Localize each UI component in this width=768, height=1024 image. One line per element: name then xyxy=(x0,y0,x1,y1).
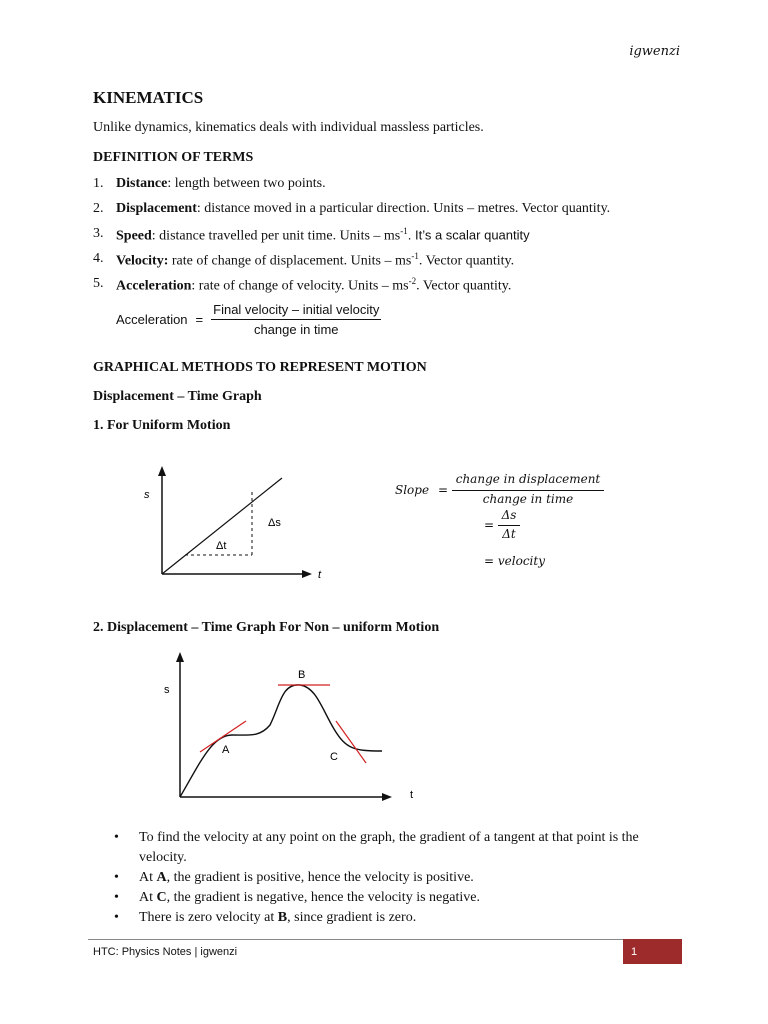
acceleration-formula: Acceleration = $\frac{\text{Final velocity – initial velocity}}{\text{change in time}}$ xyxy=(116,302,380,337)
definition-item: 2. Displacement: distance moved in a particular direction. Units – metres. Vector quantity. xyxy=(93,201,611,216)
bullet-list xyxy=(114,828,674,928)
nonuniform-motion-graph xyxy=(150,645,430,810)
displacement-time-heading: Displacement – Time Graph xyxy=(93,389,262,404)
graphical-heading: GRAPHICAL METHODS TO REPRESENT MOTION xyxy=(93,360,427,375)
uniform-motion-heading: 1. For Uniform Motion xyxy=(93,418,231,433)
tangent-c xyxy=(336,721,366,763)
page-number: 1 xyxy=(623,939,682,964)
header-author: igwenzi xyxy=(629,44,680,59)
y-axis-arrow xyxy=(158,466,166,476)
y-label: s xyxy=(164,684,170,696)
delta-s-label: Δs xyxy=(268,517,281,529)
slope-numerator: change in displacement xyxy=(455,472,601,486)
x-label: t xyxy=(410,789,414,801)
delta-s-fraction: Δs xyxy=(501,508,517,522)
footer-divider xyxy=(88,939,682,940)
y-axis-arrow xyxy=(176,652,184,662)
x-axis-arrow xyxy=(302,570,312,578)
delta-t-label: Δt xyxy=(216,540,227,552)
y-label: s xyxy=(144,489,150,501)
definition-item: 4. Velocity: rate of change of displacement. Units – $ms^{-1}$. Vector quantity. xyxy=(93,251,515,269)
list-item: • At C, the gradient is negative, hence the velocity is negative. xyxy=(114,890,480,905)
slope-eq: = xyxy=(438,483,449,497)
definitions-list xyxy=(93,176,693,301)
slope-eq2: = xyxy=(484,518,495,532)
x-axis-arrow xyxy=(382,793,392,801)
definition-item: 1. Distance: length between two points. xyxy=(93,176,326,191)
slope-denominator: change in time xyxy=(482,492,574,506)
point-a-label: A xyxy=(222,744,230,756)
point-c-label: C xyxy=(330,751,338,763)
displacement-line xyxy=(162,478,282,574)
delta-fraction-bar xyxy=(498,525,520,526)
definitions-heading: DEFINITION OF TERMS xyxy=(93,150,254,165)
list-item: • At A, the gradient is positive, hence the velocity is positive. xyxy=(114,870,474,885)
slope-velocity: = velocity xyxy=(484,554,545,568)
x-label: t xyxy=(318,569,322,581)
page-title: KINEMATICS xyxy=(93,88,204,107)
point-b-label: B xyxy=(298,669,306,681)
nonuniform-heading: 2. Displacement – Time Graph For Non – uniform Motion xyxy=(93,620,440,635)
definition-item: 5. Acceleration: rate of change of velocity. Units – $ms^{-2}$. Vector quantity. xyxy=(93,276,512,294)
slope-fraction-bar xyxy=(452,490,604,491)
list-item: • To find the velocity at any point on the graph, the gradient of a tangent at that point is the velocity. xyxy=(114,830,639,865)
intro-text: Unlike dynamics, kinematics deals with individual massless particles. xyxy=(93,120,484,135)
uniform-motion-graph xyxy=(130,460,350,590)
list-item: • There is zero velocity at B, since gradient is zero. xyxy=(114,910,417,925)
definition-item: 3. Speed: distance travelled per unit time. Units – $ms^{-1}$. It’s a scalar quantity xyxy=(93,226,530,244)
displacement-curve xyxy=(180,685,382,797)
slope-lhs: Slope xyxy=(395,483,430,497)
footer-text: HTC: Physics Notes | igwenzi xyxy=(93,946,238,958)
delta-t-fraction: Δt xyxy=(502,527,516,541)
